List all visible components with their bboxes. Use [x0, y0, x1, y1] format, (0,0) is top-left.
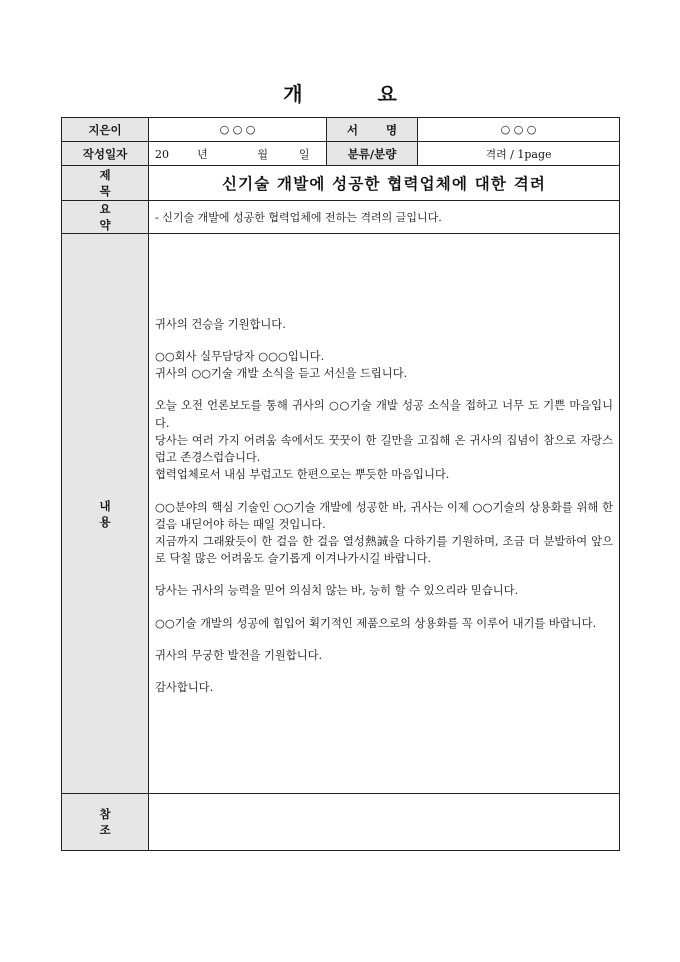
summary-row — [62, 201, 620, 234]
document-form — [61, 117, 620, 851]
content-line: 귀사의 무궁한 발전을 기원합니다. — [155, 648, 323, 662]
page-title: 개 요 — [283, 82, 431, 106]
category-label: 분류/분량 — [327, 142, 418, 166]
summary-label: 요 약 — [62, 201, 149, 234]
content-paragraph — [155, 499, 613, 568]
date-row — [62, 142, 620, 166]
category-value: 격려 / 1page — [418, 142, 620, 166]
content-paragraph — [155, 348, 613, 382]
subject-value: 신기술 개발에 성공한 협력업체에 대한 격려 — [149, 166, 620, 201]
content-paragraph — [155, 615, 613, 632]
content-line: ○○기술 개발의 성공에 힘입어 획기적인 제품으로의 상용화를 꼭 이루어 내기를 바랍니다. — [155, 616, 597, 630]
subject-label: 제 목 — [62, 166, 149, 201]
reference-value — [149, 794, 620, 851]
content-paragraph — [155, 679, 613, 696]
reference-row — [62, 794, 620, 851]
content-line: 오늘 오전 언론보도를 통해 귀사의 ○○기술 개발 성공 소식을 접하고 너무 도 기쁜 마음입니다. — [155, 399, 613, 430]
date-year-unit: 년 — [197, 147, 208, 161]
content-line: 감사합니다. — [155, 680, 214, 694]
date-year: 20 — [155, 147, 169, 161]
content-line: ○○분야의 핵심 기술인 ○○기술 개발에 성공한 바, 귀사는 이제 ○○기술의 상용화를 위해 한 걸음 내딛어야 하는 때일 것입니다. — [155, 500, 613, 531]
date-value — [149, 142, 327, 166]
author-label: 지은이 — [62, 118, 149, 142]
author-row — [62, 118, 620, 142]
content-paragraph — [155, 397, 613, 483]
content-line: ○○회사 실무담당자 ○○○입니다. — [155, 350, 325, 364]
subject-row — [62, 166, 620, 201]
content-line: 협력업체로서 내심 부럽고도 한편으로는 뿌듯한 마음입니다. — [155, 468, 450, 482]
content-line: 귀사의 ○○기술 개발 소식을 듣고 서신을 드립니다. — [155, 367, 408, 381]
content-paragraph — [155, 582, 613, 599]
content-row — [62, 234, 620, 794]
author-value: ○ ○ ○ — [149, 118, 327, 142]
content-body — [149, 234, 620, 794]
summary-value: - 신기술 개발에 성공한 협력업체에 전하는 격려의 글입니다. — [149, 201, 620, 234]
date-label: 작성일자 — [62, 142, 149, 166]
date-month-unit: 월 — [257, 147, 268, 161]
content-paragraph — [155, 647, 613, 664]
content-line: 당사는 귀사의 능력을 믿어 의심치 않는 바, 능히 할 수 있으리라 믿습니다. — [155, 584, 519, 598]
reference-label: 참 조 — [62, 794, 149, 851]
content-line: 지금까지 그래왔듯이 한 걸음 한 걸음 열성熱誠을 다하기를 기원하며, 조금 더 분발하여 앞으로 닥칠 많은 어려움도 슬기롭게 이겨나가시길 바랍니다. — [155, 534, 613, 566]
content-line: 귀사의 건승을 기원합니다. — [155, 317, 286, 331]
content-paragraph — [155, 316, 613, 333]
signature-value: ○ ○ ○ — [418, 118, 620, 142]
signature-label: 서 명 — [327, 118, 418, 142]
date-day-unit: 일 — [298, 147, 310, 161]
content-line: 당사는 여러 가지 어려움 속에서도 꿋꿋이 한 길만을 고집해 온 귀사의 집념이 참으로 자랑스럽고 존경스럽습니다. — [155, 433, 613, 465]
content-label: 내 용 — [62, 234, 149, 794]
